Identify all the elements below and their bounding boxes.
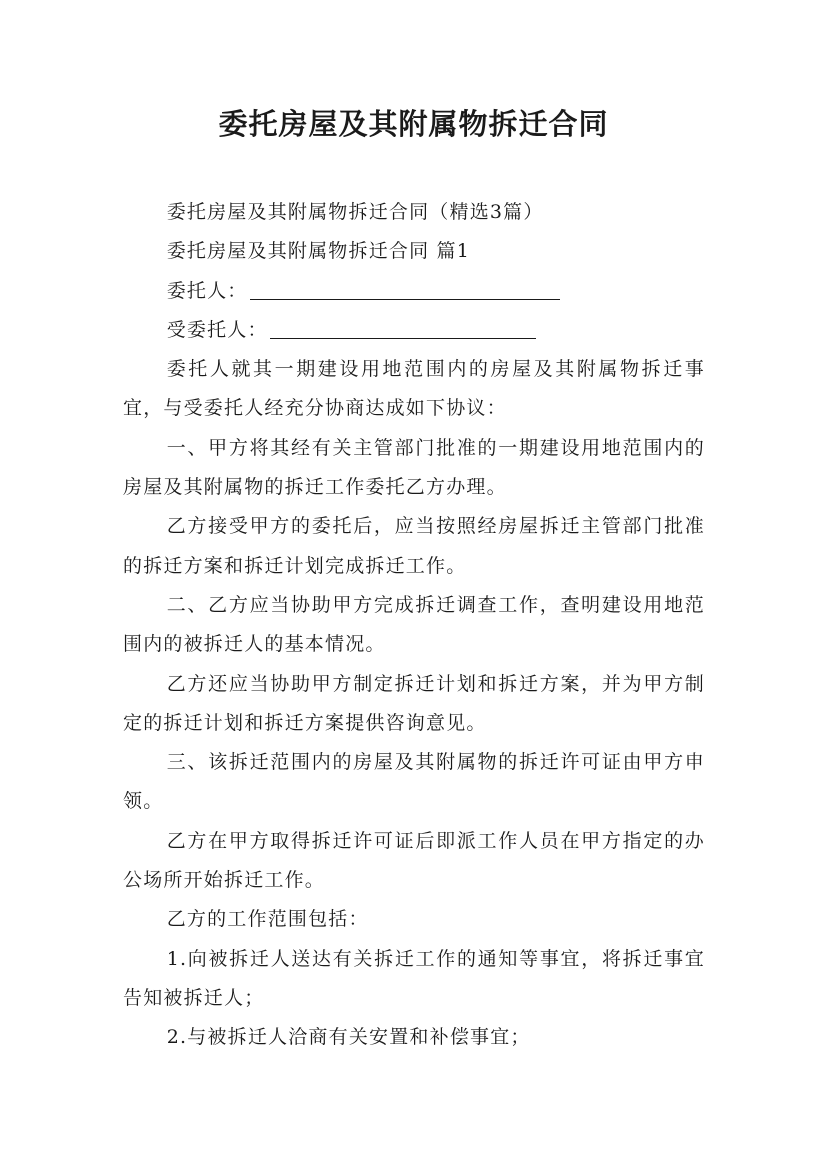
document-title: 委托房屋及其附属物拆迁合同 — [218, 107, 609, 141]
paragraph-clause-3: 三、该拆迁范围内的房屋及其附属物的拆迁许可证由甲方申领。 — [123, 751, 705, 813]
paragraph-clause-3b: 乙方在甲方取得拆迁许可证后即派工作人员在甲方指定的办公场所开始拆迁工作。 — [123, 829, 705, 892]
agent-blank-line — [270, 337, 536, 339]
paragraph-scope-heading: 乙方的工作范围包括： — [166, 908, 369, 931]
principal-label: 委托人： — [166, 279, 248, 302]
paragraph-principal-line — [123, 272, 705, 311]
paragraph-agent-line — [123, 311, 705, 350]
paragraph-clause-2: 二、乙方应当协助甲方完成拆迁调查工作，查明建设用地范围内的被拆迁人的基本情况。 — [123, 593, 705, 656]
paragraph-clause-1: 一、甲方将其经有关主管部门批准的一期建设用地范围内的房屋及其附属物的拆迁工作委托乙方办理。 — [123, 436, 705, 499]
paragraph-subtitle: 委托房屋及其附属物拆迁合同（精选3篇） — [166, 201, 544, 223]
principal-blank-line — [250, 298, 560, 300]
agent-label: 受委托人： — [166, 318, 268, 341]
paragraph-clause-2b: 乙方还应当协助甲方制定拆迁计划和拆迁方案，并为甲方制定的拆迁计划和拆迁方案提供咨询意见。 — [123, 672, 705, 734]
paragraph-scope-item-1: 1.向被拆迁人送达有关拆迁工作的通知等事宜，将拆迁事宜告知被拆迁人； — [123, 947, 705, 1009]
paragraph-intro: 委托人就其一期建设用地范围内的房屋及其附属物拆迁事宜，与受委托人经充分协商达成如下协议： — [123, 358, 705, 420]
paragraph-section-heading: 委托房屋及其附属物拆迁合同 篇1 — [166, 240, 471, 263]
document-body — [123, 193, 705, 1058]
paragraph-scope-item-2: 2.与被拆迁人洽商有关安置和补偿事宜； — [166, 1026, 531, 1049]
paragraph-clause-1b: 乙方接受甲方的委托后，应当按照经房屋拆迁主管部门批准的拆迁方案和拆迁计划完成拆迁工作。 — [123, 515, 705, 577]
